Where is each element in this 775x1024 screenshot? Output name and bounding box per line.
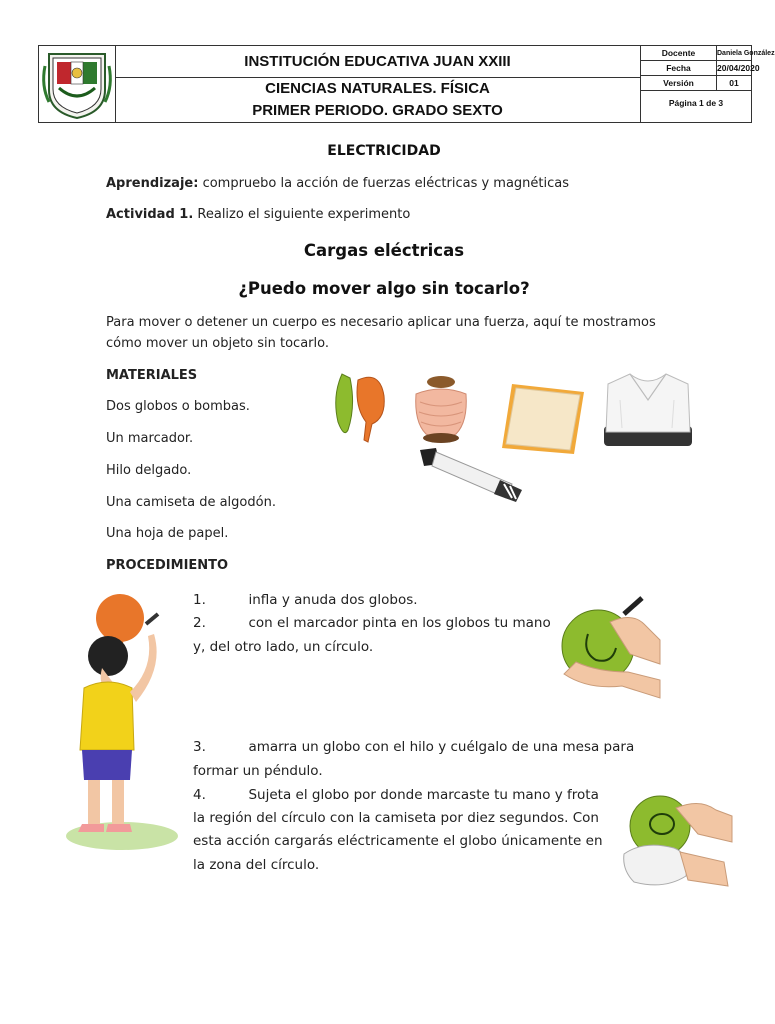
balloons-illustration <box>328 366 388 446</box>
material-item: Un marcador. <box>106 431 194 446</box>
boy-with-balloon-illustration <box>62 584 182 856</box>
marker-illustration <box>416 444 528 504</box>
material-item: Una camiseta de algodón. <box>106 495 276 510</box>
thread-spool-illustration <box>410 372 472 444</box>
actividad-line <box>106 207 410 222</box>
step-3-text: amarra un globo con el hilo y cuélgalo de una mesa para <box>248 739 635 755</box>
page-number: Página 1 de 3 <box>668 98 724 108</box>
docente-value: Daniela González <box>717 46 751 61</box>
fecha-value: 20/04/2020 <box>717 61 751 76</box>
step-3-number: 3. <box>193 739 206 755</box>
step-4 <box>193 784 599 808</box>
intro-line-1: Para mover o detener un cuerpo es necesario aplicar una fuerza, aquí te mostramos <box>106 315 656 330</box>
document-header <box>38 45 775 123</box>
step-2-number: 2. <box>193 615 206 631</box>
actividad-text: Realizo el siguiente experimento <box>197 207 411 222</box>
section-title: ELECTRICIDAD <box>327 143 441 159</box>
aprendizaje-line <box>106 176 569 191</box>
step-3 <box>193 736 663 760</box>
procedure-title: PROCEDIMIENTO <box>106 558 229 573</box>
docente-label: Docente <box>641 46 717 61</box>
aprendizaje-text: compruebo la acción de fuerzas eléctricas y magnéticas <box>202 176 570 191</box>
school-name: INSTITUCIÓN EDUCATIVA JUAN XXIII <box>115 46 640 78</box>
fecha-label: Fecha <box>641 61 717 76</box>
step-1-text: infla y anuda dos globos. <box>248 592 418 608</box>
step-2-text: con el marcador pinta en los globos tu mano <box>248 615 551 631</box>
version-label: Versión <box>641 76 717 91</box>
step-2 <box>193 612 551 636</box>
aprendizaje-label: Aprendizaje: <box>106 176 199 191</box>
materials-title: MATERIALES <box>106 368 198 383</box>
material-item: Dos globos o bombas. <box>106 399 250 414</box>
logo-cell <box>39 46 116 122</box>
material-item: Hilo delgado. <box>106 463 192 478</box>
version-value: 01 <box>717 76 751 91</box>
cotton-shirt-illustration <box>600 370 696 452</box>
step-4-line-4: la zona del círculo. <box>193 857 320 873</box>
heading-question: ¿Puedo mover algo sin tocarlo? <box>238 279 530 298</box>
period-title: PRIMER PERIODO. GRADO SEXTO <box>252 102 503 119</box>
step-4-line-2: la región del círculo con la camiseta por diez segundos. Con <box>193 810 599 826</box>
material-item: Una hoja de papel. <box>106 526 229 541</box>
school-crest-logo <box>39 46 115 122</box>
header-titles <box>115 46 641 122</box>
step-2-continuation: y, del otro lado, un círculo. <box>193 639 374 655</box>
hand-drawing-on-balloon-illustration <box>558 594 662 702</box>
header-meta <box>641 46 775 122</box>
step-4-text: Sujeta el globo por donde marcaste tu mano y frota <box>248 787 599 803</box>
step-4-number: 4. <box>193 787 206 803</box>
subject-title: CIENCIAS NATURALES. FÍSICA <box>265 80 490 97</box>
step-4-line-3: esta acción cargarás eléctricamente el globo únicamente en <box>193 833 603 849</box>
step-3-continuation: formar un péndulo. <box>193 763 323 779</box>
intro-line-2: cómo mover un objeto sin tocarlo. <box>106 336 329 351</box>
heading-cargas: Cargas eléctricas <box>303 241 465 260</box>
actividad-label: Actividad 1. <box>106 207 194 222</box>
step-1 <box>193 589 418 613</box>
step-1-number: 1. <box>193 592 206 608</box>
rubbing-balloon-with-shirt-illustration <box>620 790 734 894</box>
